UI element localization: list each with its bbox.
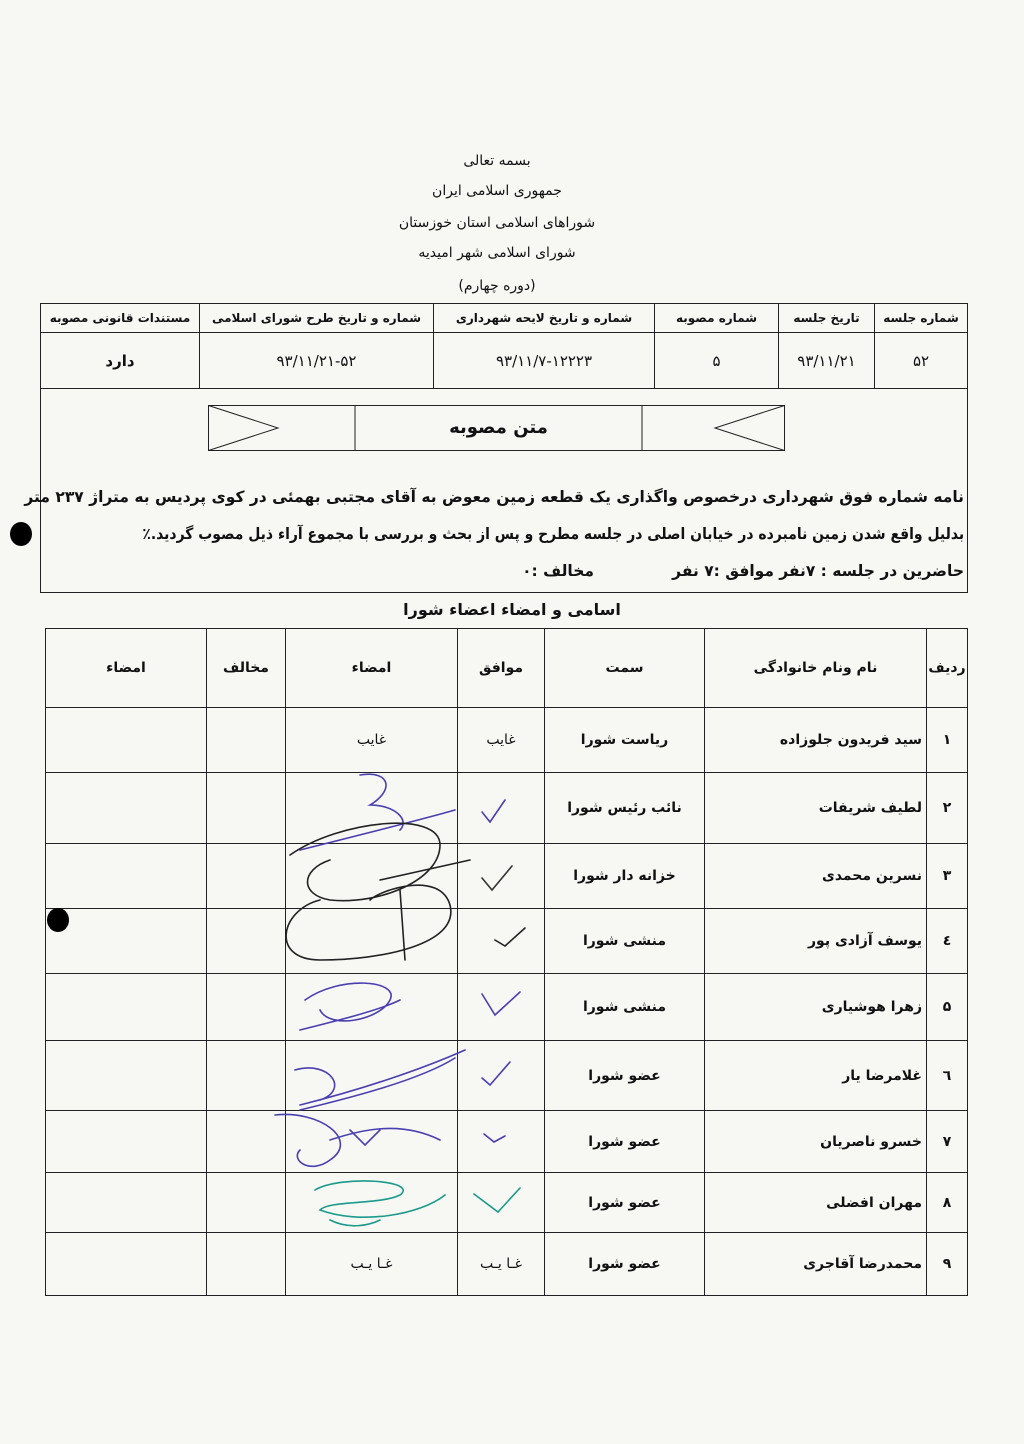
bill-number-date: ۹۳/۱۱/۷-۱۲۲۲۳ [434, 333, 655, 389]
punch-hole [47, 908, 69, 932]
member-row [46, 1111, 968, 1173]
resolution-title: متن مصوبه [449, 417, 548, 438]
signature-cell: غـا یـب [286, 1233, 458, 1296]
agree-cell [458, 909, 545, 974]
col-header: مستندات قانونی مصوبه [41, 304, 200, 333]
oppose-count: مخالف :۰ [522, 562, 594, 580]
member-name: لطیف شریفات [705, 773, 927, 844]
oppose-cell [207, 708, 286, 773]
member-name: خسرو ناصریان [705, 1111, 927, 1173]
oppose-cell [207, 773, 286, 844]
signature-cell [286, 1041, 458, 1111]
signature-cell-2 [46, 1173, 207, 1233]
agree-cell [458, 974, 545, 1041]
col-header: شماره و تاریخ لایحه شهرداری [434, 304, 655, 333]
signature-cell: غایب [286, 708, 458, 773]
signature-cell [286, 844, 458, 909]
row-number: ۳ [927, 844, 968, 909]
member-row [46, 1173, 968, 1233]
signature-cell-2 [46, 1041, 207, 1111]
session-date: ۹۳/۱۱/۲۱ [779, 333, 875, 389]
col-header: شماره مصوبه [655, 304, 779, 333]
member-name: زهرا هوشیاری [705, 974, 927, 1041]
resolution-number: ۵ [655, 333, 779, 389]
signature-cell-2 [46, 909, 207, 974]
present-count: حاضرین در جلسه : ۷نفر [779, 562, 964, 580]
header-line: شورای اسلامی شهر امیدیه [418, 245, 576, 261]
header-line: بسمه تعالی [463, 153, 531, 169]
agree-count: موافق :۷ نفر [672, 562, 774, 580]
oppose-cell [207, 909, 286, 974]
row-number: ۷ [927, 1111, 968, 1173]
col-header: تاریخ جلسه [779, 304, 875, 333]
header-line: (دوره چهارم) [458, 278, 536, 294]
row-number: ۹ [927, 1233, 968, 1296]
oppose-cell [207, 1111, 286, 1173]
member-row [46, 1233, 968, 1296]
member-role: عضو شورا [545, 1111, 705, 1173]
member-role: عضو شورا [545, 1173, 705, 1233]
col-header: شماره جلسه [875, 304, 968, 333]
agree-cell [458, 773, 545, 844]
members-table [45, 628, 968, 1296]
member-role: منشی شورا [545, 909, 705, 974]
col-header: امضاء [46, 629, 207, 708]
member-row [46, 708, 968, 773]
signature-cell [286, 773, 458, 844]
signature-cell-2 [46, 773, 207, 844]
resolution-text-line: نامه شماره فوق شهرداری درخصوص واگذاری یک قطعه زمین معوض به آقای مجتبی بهمئی در کوی پردیس به متراژ ۲۳۷ متر [24, 488, 964, 506]
legal-basis: دارد [41, 333, 200, 389]
row-number: ٤ [927, 909, 968, 974]
member-role: خزانه دار شورا [545, 844, 705, 909]
signature-cell-2 [46, 974, 207, 1041]
signature-cell-2 [46, 708, 207, 773]
row-number: ۸ [927, 1173, 968, 1233]
member-row [46, 844, 968, 909]
member-name: سید فریدون جلوزاده [705, 708, 927, 773]
info-table [40, 303, 968, 389]
agree-cell [458, 844, 545, 909]
agree-cell: غایب [458, 708, 545, 773]
agree-cell [458, 1041, 545, 1111]
row-number: ۵ [927, 974, 968, 1041]
member-name: محمدرضا آقاجری [705, 1233, 927, 1296]
col-header: ردیف [927, 629, 968, 708]
oppose-cell [207, 974, 286, 1041]
member-row [46, 974, 968, 1041]
signature-cell [286, 1173, 458, 1233]
row-number: ٦ [927, 1041, 968, 1111]
oppose-cell [207, 1173, 286, 1233]
member-name: مهران افضلی [705, 1173, 927, 1233]
col-header: موافق [458, 629, 545, 708]
col-header: سمت [545, 629, 705, 708]
member-row [46, 1041, 968, 1111]
signature-cell-2 [46, 1233, 207, 1296]
member-role: عضو شورا [545, 1041, 705, 1111]
row-number: ۲ [927, 773, 968, 844]
signature-cell-2 [46, 1111, 207, 1173]
member-role: عضو شورا [545, 1233, 705, 1296]
session-number: ۵۲ [875, 333, 968, 389]
signature-cell-2 [46, 844, 207, 909]
oppose-cell [207, 844, 286, 909]
member-name: یوسف آزادی پور [705, 909, 927, 974]
punch-hole [10, 522, 32, 546]
oppose-cell [207, 1041, 286, 1111]
agree-cell [458, 1111, 545, 1173]
signature-cell [286, 1111, 458, 1173]
member-role: ریاست شورا [545, 708, 705, 773]
col-header: امضاء [286, 629, 458, 708]
col-header: شماره و تاریخ طرح شورای اسلامی [200, 304, 434, 333]
row-number: ۱ [927, 708, 968, 773]
agree-cell [458, 1173, 545, 1233]
signature-cell [286, 974, 458, 1041]
member-name: نسرین محمدی [705, 844, 927, 909]
member-row [46, 909, 968, 974]
oppose-cell [207, 1233, 286, 1296]
col-header: نام ونام خانوادگی [705, 629, 927, 708]
resolution-text-line: بدلیل واقع شدن زمین نامبرده در خیابان اصلی در جلسه مطرح و پس از بحث و بررسی با مجموع آراء ذیل مصوب گردید.٪ [142, 525, 964, 543]
header-line: شوراهای اسلامی استان خوزستان [398, 215, 596, 231]
member-row [46, 773, 968, 844]
member-name: غلامرضا یار [705, 1041, 927, 1111]
col-header: مخالف [207, 629, 286, 708]
agree-cell: غـا یـب [458, 1233, 545, 1296]
header-line: جمهوری اسلامی ایران [432, 183, 562, 199]
plan-number-date: ۹۳/۱۱/۲۱-۵۲ [200, 333, 434, 389]
member-role: نائب رئیس شورا [545, 773, 705, 844]
signature-cell [286, 909, 458, 974]
member-role: منشی شورا [545, 974, 705, 1041]
members-title: اسامی و امضاء اعضاء شورا [403, 600, 621, 619]
